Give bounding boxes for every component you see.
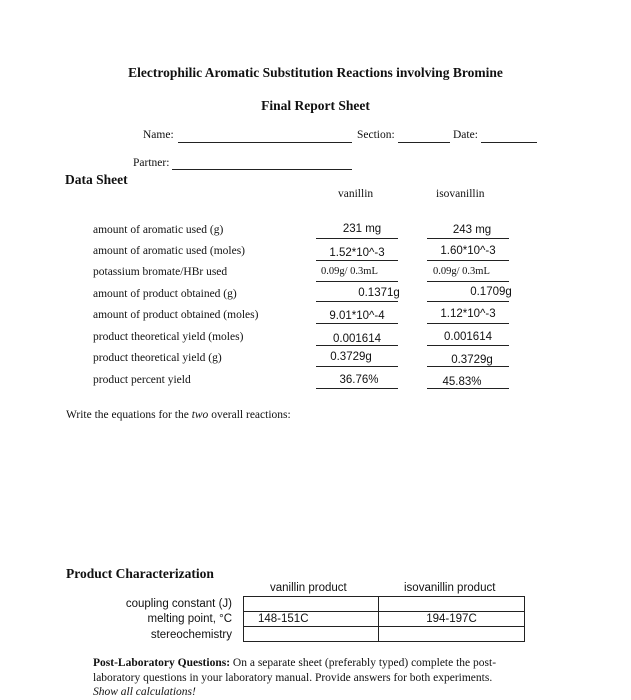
isovanillin-value: 0.001614 [444,331,492,343]
isovanillin-value: 45.83% [442,376,482,388]
vanillin-value: 0.001614 [333,333,381,345]
vanillin-value: 0.3729g [330,351,372,363]
partner-field[interactable] [172,169,352,170]
vanillin-line [316,388,398,389]
vanillin-line [316,366,398,367]
document-title: Electrophilic Aromatic Substitution Reactions involving Bromine [128,65,503,80]
name-label: Name: [143,129,174,141]
vanillin-value: 1.52*10^-3 [329,247,385,259]
row-label: amount of product obtained (g) [93,288,237,300]
vanillin-value: 0.09g/ 0.3mL [321,266,378,277]
row-label: amount of aromatic used (g) [93,224,224,236]
section-field[interactable] [398,142,450,143]
date-label: Date: [453,129,478,141]
row-label-coupling-constant: coupling constant (J) [125,598,232,610]
isovanillin-value: 1.60*10^-3 [440,245,496,257]
isovanillin-value: 0.3729g [451,354,493,366]
product-characterization-table [243,596,525,642]
table-row [244,597,525,612]
vanillin-stereochemistry-cell[interactable] [244,627,379,642]
name-field[interactable] [178,142,352,143]
isovanillin-line [427,366,509,367]
row-label-melting-point: melting point, °C [147,613,232,625]
isovanillin-line [427,260,509,261]
column-header-vanillin: vanillin [338,188,374,200]
vanillin-line [316,323,398,324]
column-header-vanillin-product: vanillin product [270,582,347,594]
section-label: Section: [357,129,395,141]
isovanillin-value: 0.1709g [470,286,512,298]
isovanillin-coupling-cell[interactable] [379,597,525,612]
row-label: product theoretical yield (g) [93,352,222,364]
row-label: potassium bromate/HBr used [93,266,228,278]
isovanillin-line [427,301,509,302]
vanillin-value: 231 mg [342,223,382,235]
row-label: amount of product obtained (moles) [93,309,259,321]
column-header-isovanillin: isovanillin [436,188,485,200]
vanillin-value: 9.01*10^-4 [329,310,385,322]
vanillin-value: 36.76% [339,374,379,386]
date-field[interactable] [481,142,537,143]
isovanillin-stereochemistry-cell[interactable] [379,627,525,642]
post-lab-line-3: Show all calculations! [93,686,196,698]
equations-prompt: Write the equations for the two overall reactions: [66,409,291,421]
isovanillin-value: 0.09g/ 0.3mL [433,266,490,277]
isovanillin-line [427,323,509,324]
table-row [244,627,525,642]
isovanillin-value: 1.12*10^-3 [440,308,496,320]
vanillin-melting-cell[interactable]: 148-151C [244,612,379,627]
post-lab-line-2: laboratory questions in your laboratory manual. Provide answers for both experiments. [93,672,493,684]
isovanillin-line [427,388,509,389]
isovanillin-line [427,281,509,282]
vanillin-value: 0.1371g [358,287,400,299]
row-label: amount of aromatic used (moles) [93,245,246,257]
vanillin-line [316,281,398,282]
vanillin-coupling-cell[interactable] [244,597,379,612]
vanillin-line [316,238,398,239]
vanillin-line [316,345,398,346]
row-label: product percent yield [93,374,191,386]
column-header-isovanillin-product: isovanillin product [404,582,496,594]
isovanillin-value: 243 mg [452,224,492,236]
post-lab-line-1: Post-Laboratory Questions: On a separate sheet (preferably typed) complete the post- [93,657,497,669]
row-label: product theoretical yield (moles) [93,331,244,343]
document-subtitle: Final Report Sheet [261,98,370,113]
table-row [244,612,525,627]
partner-label: Partner: [133,157,170,169]
vanillin-line [316,301,398,302]
vanillin-line [316,260,398,261]
row-label-stereochemistry: stereochemistry [150,629,232,641]
isovanillin-melting-cell[interactable]: 194-197C [379,612,525,627]
isovanillin-line [427,238,509,239]
isovanillin-line [427,345,509,346]
product-characterization-heading: Product Characterization [66,566,214,581]
data-sheet-heading: Data Sheet [65,172,128,187]
